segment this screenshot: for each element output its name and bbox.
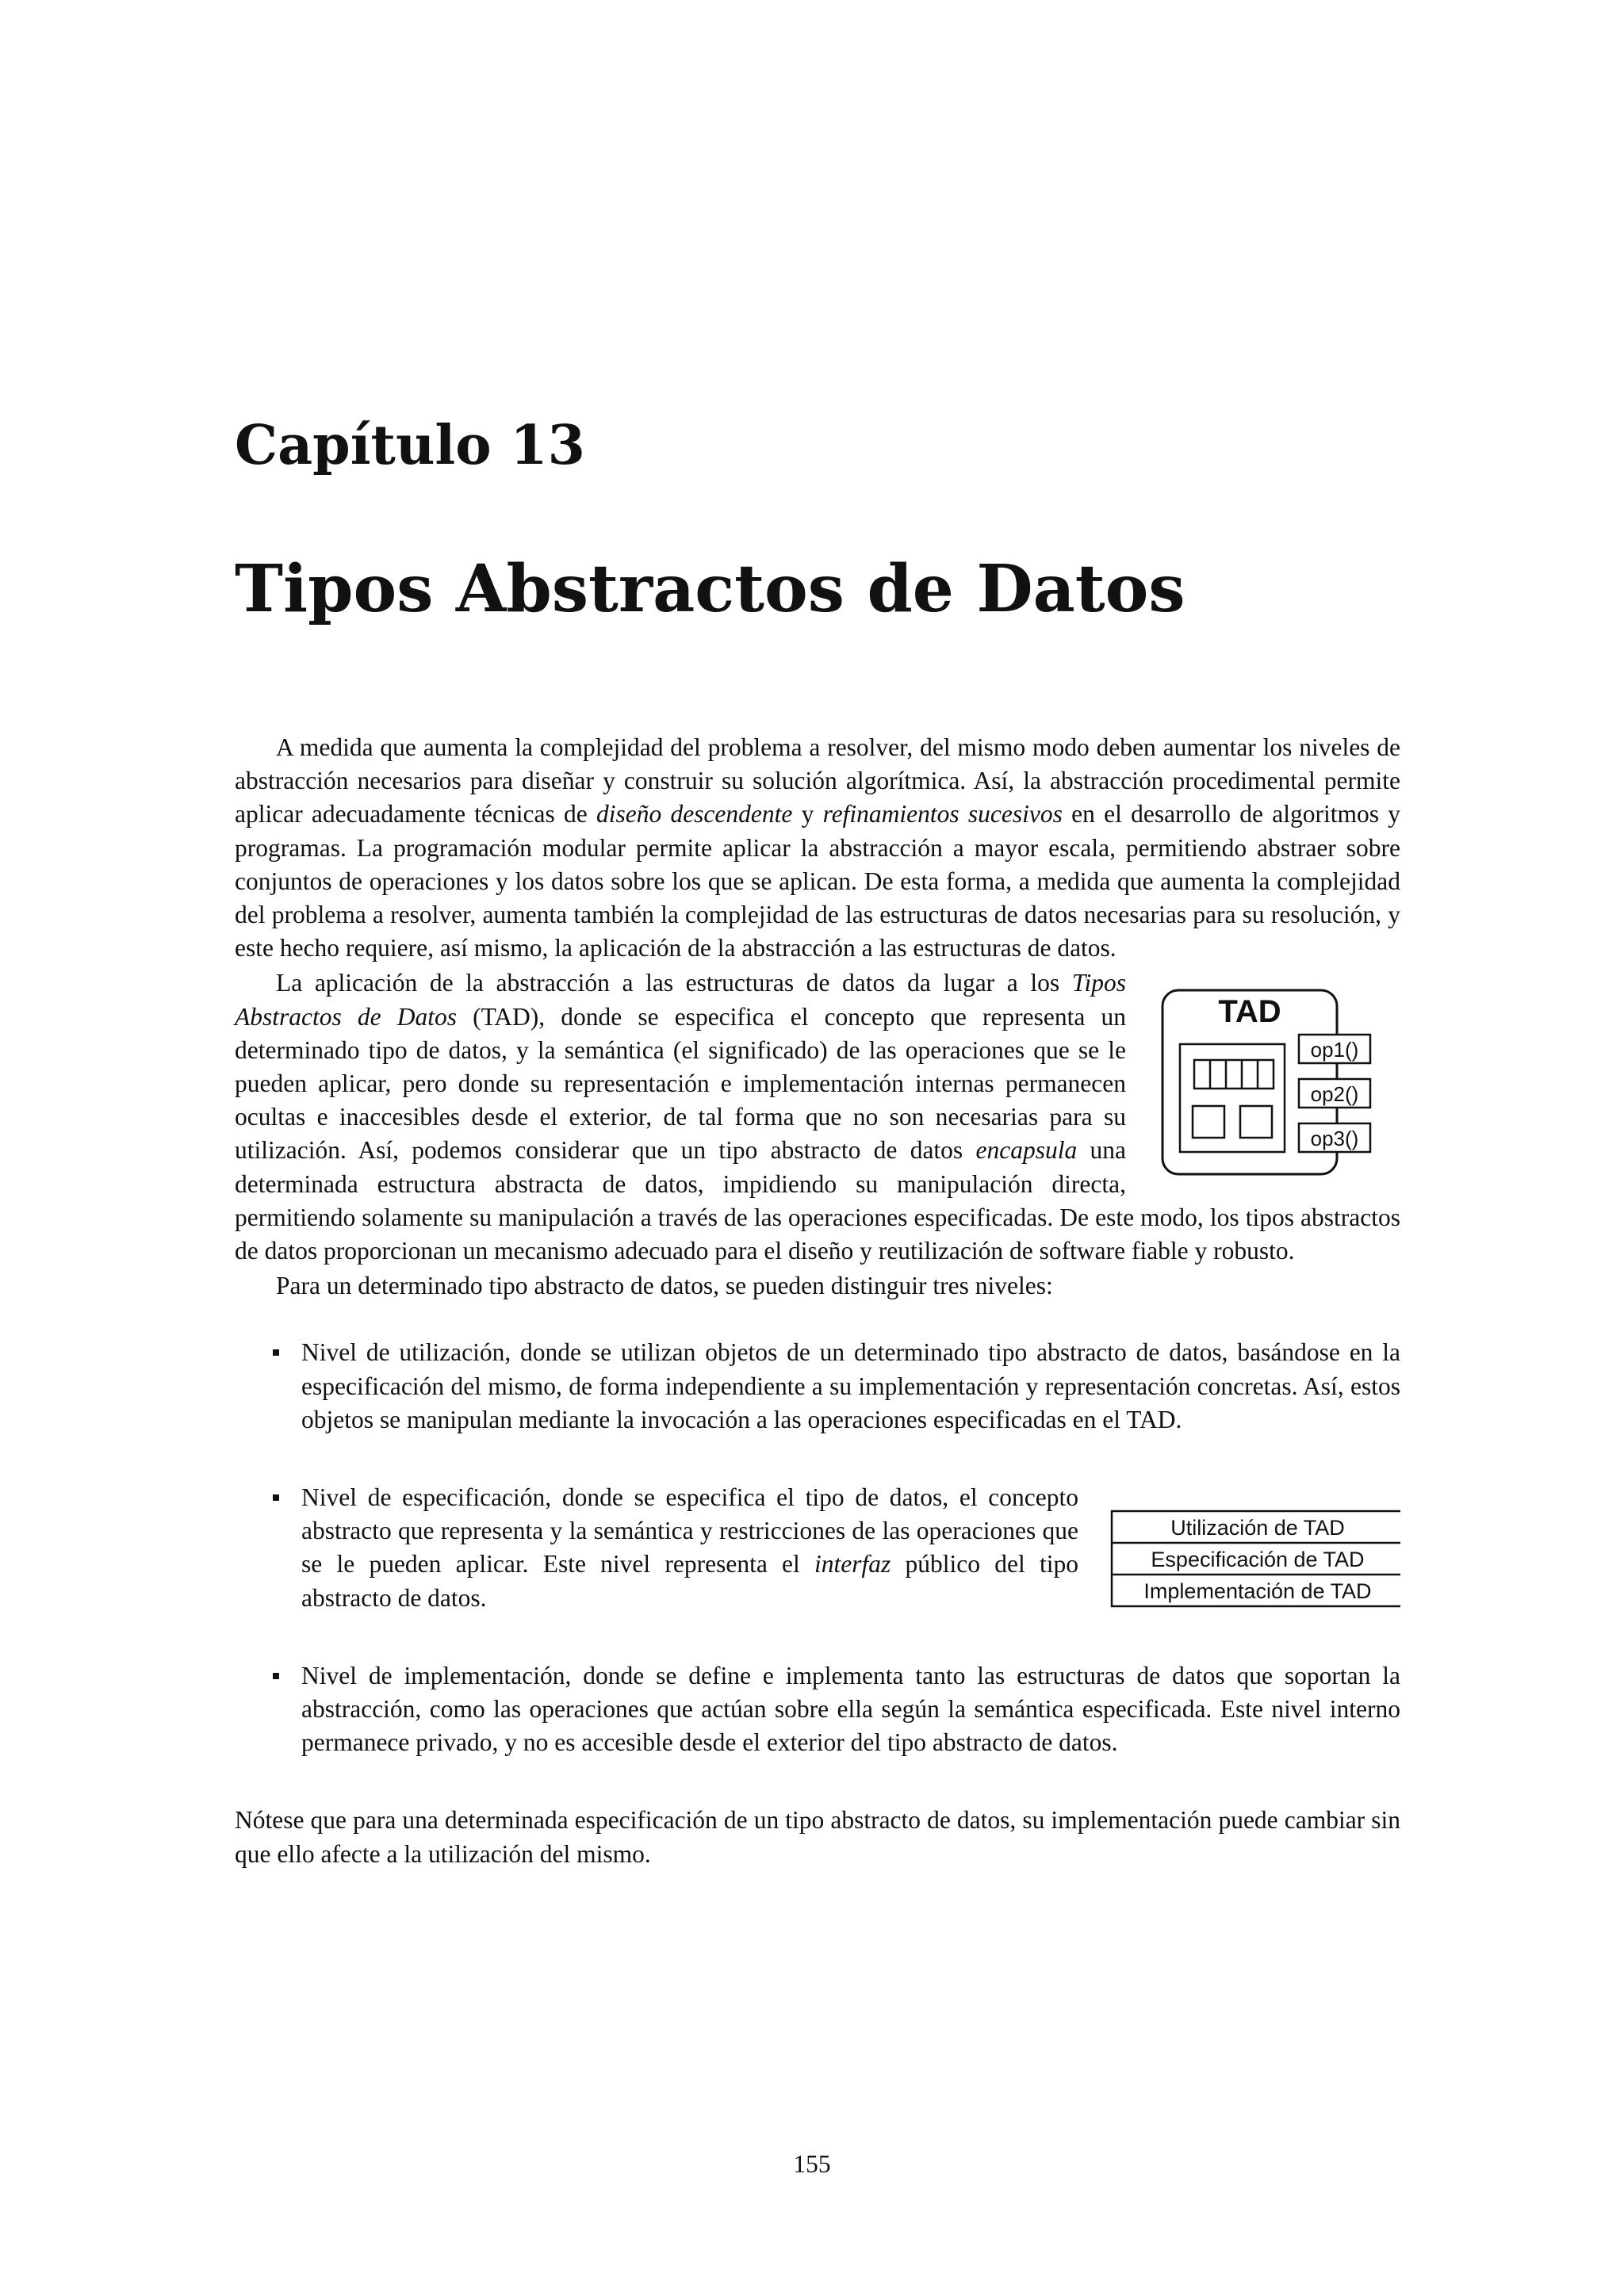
- text-run: Nivel de especificación, donde se especifica el tipo de datos, el concepto abstracto que representa y la semántica y restricciones de las operaciones que se le pueden aplicar. Este nivel representa el: [301, 1483, 1078, 1578]
- bullet-icon: [273, 1673, 279, 1679]
- op1-label: op1(): [1310, 1038, 1359, 1062]
- levels-list: [235, 1336, 1400, 1759]
- level-row-utilizacion: Utilización de TAD: [1170, 1516, 1345, 1540]
- text-run: A medida que aumenta la complejidad del problema a resolver, del mismo modo deben aumentar los niveles de abstracción necesarios para diseñar y construir su solución algorítmica. Así, la abstracción procedimental permite aplicar adecuadamente técnicas de: [235, 733, 1400, 828]
- text-run: y: [792, 800, 823, 828]
- text-run: una determinada estructura abstracta de datos, impidiendo su manipulación directa, permitiendo solamente su manipulación a través de las operaciones especificadas. De este modo, los tipos abstractos de datos proporcionan un mecanismo adecuado para el diseño y reutilización de software fiable y robusto.: [235, 1136, 1400, 1265]
- bullet-icon: [273, 1349, 279, 1356]
- levels-figure: [1110, 1510, 1400, 1608]
- level-text: Nivel de implementación, donde se define e implementa tanto las estructuras de datos que soportan la abstracción, como las operaciones que actúan sobre ella según la semántica especificada. Este nivel interno permanece privado, y no es accesible desde el exterior del tipo abstracto de datos.: [301, 1661, 1400, 1757]
- text-run: en el desarrollo de algoritmos y programas. La programación modular permite aplicar la abstracción a mayor escala, permitiendo abstraer sobre conjuntos de operaciones y los datos sobre los que se aplican. De esta forma, a medida que aumenta la complejidad del problema a resolver, aumenta también la complejidad de las estructuras de datos necesarias para su resolución, y este hecho requiere, así mismo, la aplicación de la abstracción a las estructuras de datos.: [235, 800, 1400, 962]
- tad-figure: [1158, 982, 1396, 1182]
- tad-title: TAD: [1218, 994, 1281, 1030]
- list-item-utilizacion: [235, 1336, 1400, 1437]
- text-run: (TAD), donde se especifica el concepto que representa un determinado tipo de datos, y la semántica (el significado) de las operaciones que se le pueden aplicar, pero donde su representación e implementación internas permanecen ocultas e inaccesibles desde el exterior, de tal forma que no son necesarias para su utilización. Así, podemos considerar que un tipo abstracto de datos: [235, 1002, 1126, 1165]
- list-item-implementacion: [235, 1659, 1400, 1760]
- level-row-especificacion: Especificación de TAD: [1151, 1548, 1365, 1572]
- paragraph-intro: [235, 731, 1400, 965]
- level-row-implementacion: Implementación de TAD: [1143, 1579, 1372, 1604]
- chapter-title: Tipos Abstractos de Datos: [235, 551, 1185, 627]
- paragraph-tad: [235, 966, 1400, 1268]
- op2-label: op2(): [1310, 1082, 1359, 1107]
- page-number: 155: [793, 2150, 831, 2178]
- emphasis-diseno-descendente: diseño descendente: [596, 800, 793, 828]
- square-icon: [1193, 1106, 1224, 1138]
- text-run: público del tipo abstracto de datos.: [301, 1550, 1078, 1612]
- body-text: [235, 731, 1400, 1871]
- emphasis-encapsula: encapsula: [975, 1136, 1078, 1165]
- chapter-label: Capítulo 13: [235, 414, 585, 477]
- text-run: La aplicación de la abstracción a las estructuras de datos da lugar a los: [276, 969, 1072, 997]
- bullet-icon: [273, 1494, 279, 1501]
- list-item-especificacion: [235, 1481, 1400, 1615]
- emphasis-tad: Tipos Abstractos de Datos: [235, 969, 1126, 1031]
- emphasis-refinamientos: refinamientos sucesivos: [822, 800, 1063, 828]
- paragraph-levels-intro: Para un determinado tipo abstracto de datos, se pueden distinguir tres niveles:: [276, 1272, 1053, 1300]
- paragraph-closing: Nótese que para una determinada especificación de un tipo abstracto de datos, su implementación puede cambiar sin que ello afecte a la utilización del mismo.: [235, 1806, 1400, 1868]
- emphasis-interfaz: interfaz: [814, 1550, 891, 1578]
- square-icon: [1240, 1106, 1272, 1138]
- op3-label: op3(): [1310, 1127, 1359, 1151]
- array-icon: [1194, 1060, 1274, 1089]
- level-text: Nivel de utilización, donde se utilizan objetos de un determinado tipo abstracto de datos, basándose en la especificación del mismo, de forma independiente a su implementación y representación concretas. Así, estos objetos se manipulan mediante la invocación a las operaciones especificadas en el TAD.: [301, 1338, 1400, 1433]
